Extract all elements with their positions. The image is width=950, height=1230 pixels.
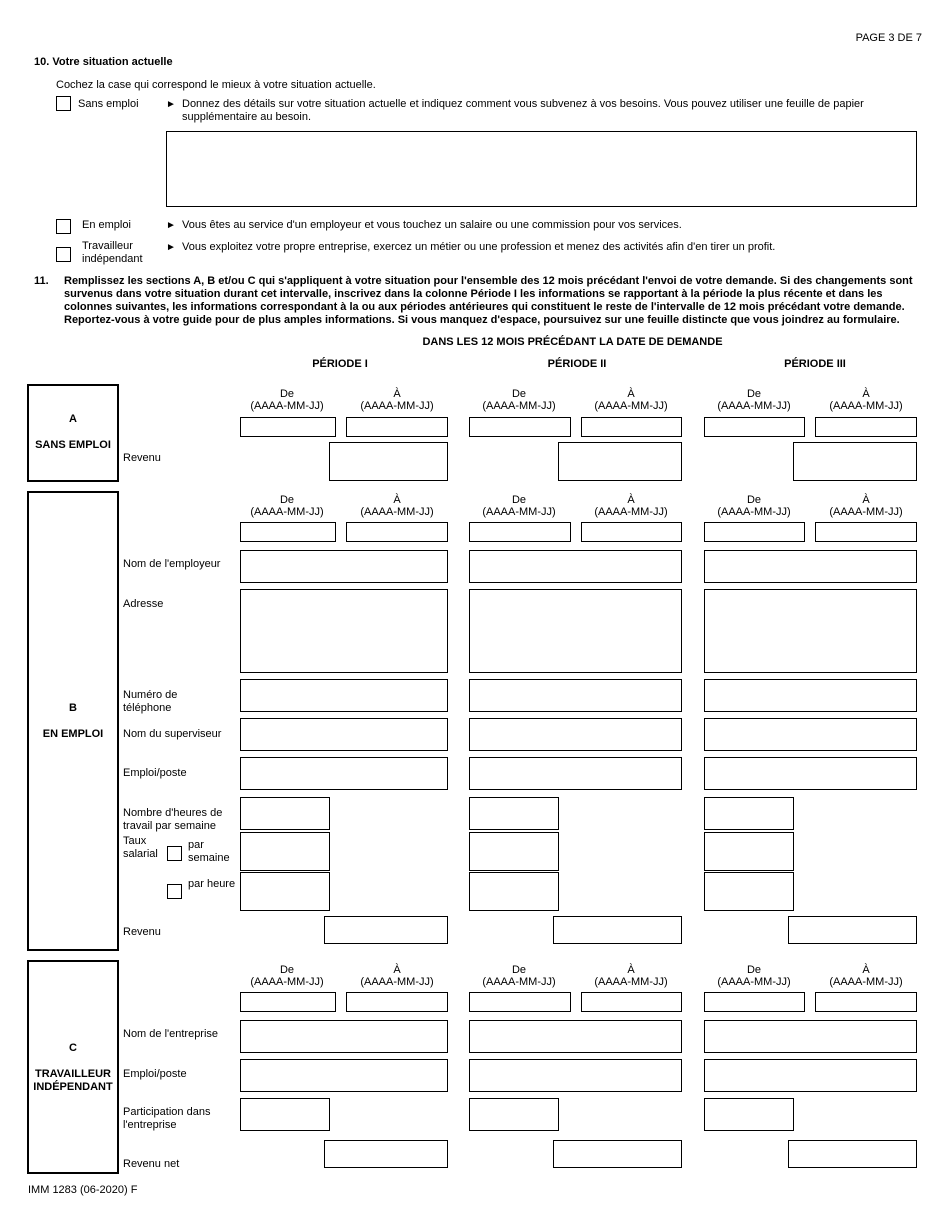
c-p3-to-input[interactable] xyxy=(815,992,917,1012)
date-to-label: À xyxy=(862,964,870,976)
b-p2-to-input[interactable] xyxy=(581,522,682,542)
b-p1-hours-input[interactable] xyxy=(240,797,330,830)
date-to-label: À xyxy=(393,494,401,506)
label-share: Participation dans l'entreprise xyxy=(123,1106,211,1131)
date-to-header xyxy=(581,964,681,988)
date-from-header xyxy=(469,494,569,518)
arrow-icon: ► xyxy=(166,220,176,231)
a-p2-from-input[interactable] xyxy=(469,417,571,437)
c-p3-from-input[interactable] xyxy=(704,992,805,1012)
label-per-week: par semaine xyxy=(188,839,230,864)
b-p2-address-input[interactable] xyxy=(469,589,682,673)
b-p2-revenu-input[interactable] xyxy=(553,916,682,944)
date-from-header xyxy=(704,964,804,988)
b-p3-wage-hour-input[interactable] xyxy=(704,872,794,911)
period-2-header: PÉRIODE II xyxy=(547,358,607,370)
b-p3-employer-input[interactable] xyxy=(704,550,917,583)
b-p3-hours-input[interactable] xyxy=(704,797,794,830)
checkbox-per-week[interactable] xyxy=(167,846,182,861)
date-to-header xyxy=(581,494,681,518)
date-to-label: À xyxy=(393,388,401,400)
q10-title: 10. Votre situation actuelle xyxy=(34,56,173,68)
date-from-label: De xyxy=(511,964,527,976)
date-to-header xyxy=(816,494,916,518)
arrow-icon: ► xyxy=(166,242,176,253)
option-text-travailleur-independant: Vous exploitez votre propre entreprise, exercez un métier ou une profession et menez des activités afin d'en tirer un profit. xyxy=(182,241,776,253)
b-p1-wage-hour-input[interactable] xyxy=(240,872,330,911)
option-text-sans-emploi: Donnez des détails sur votre situation actuelle et indiquez comment vous subvenez à vos besoins. Vous pouvez utiliser une feuille de papier supplémentaire au besoin. xyxy=(182,98,864,123)
date-format-label: (AAAA-MM-JJ) xyxy=(717,976,791,988)
date-from-label: De xyxy=(746,388,762,400)
c-p2-from-input[interactable] xyxy=(469,992,571,1012)
date-from-header xyxy=(704,388,804,412)
c-p1-from-input[interactable] xyxy=(240,992,336,1012)
c-p3-job-input[interactable] xyxy=(704,1059,917,1092)
date-from-label: De xyxy=(511,388,527,400)
option-text-en-emploi: Vous êtes au service d'un employeur et vous touchez un salaire ou une commission pour vos services. xyxy=(182,219,682,231)
date-format-label: (AAAA-MM-JJ) xyxy=(717,506,791,518)
date-format-label: (AAAA-MM-JJ) xyxy=(250,506,324,518)
date-format-label: (AAAA-MM-JJ) xyxy=(250,976,324,988)
section-a-letter: A xyxy=(69,413,77,425)
date-to-label: À xyxy=(627,964,635,976)
date-to-header xyxy=(347,964,447,988)
section-a-name: SANS EMPLOI xyxy=(35,439,111,451)
date-from-label: De xyxy=(511,494,527,506)
c-p3-business-input[interactable] xyxy=(704,1020,917,1053)
section-b-name: EN EMPLOI xyxy=(42,728,104,740)
option-label-sans-emploi: Sans emploi xyxy=(78,98,139,110)
b-p2-hours-input[interactable] xyxy=(469,797,559,830)
label-net: Revenu net xyxy=(123,1158,180,1170)
period-3-header: PÉRIODE III xyxy=(784,358,846,370)
label-employer: Nom de l'employeur xyxy=(123,558,221,570)
c-p1-business-input[interactable] xyxy=(240,1020,448,1053)
date-format-label: (AAAA-MM-JJ) xyxy=(250,400,324,412)
page-number: PAGE 3 DE 7 xyxy=(855,32,922,44)
date-to-header xyxy=(347,494,447,518)
date-to-label: À xyxy=(627,494,635,506)
date-format-label: (AAAA-MM-JJ) xyxy=(594,400,668,412)
section-b-label xyxy=(27,491,119,951)
date-format-label: (AAAA-MM-JJ) xyxy=(717,400,791,412)
date-to-label: À xyxy=(627,388,635,400)
b-p2-phone-input[interactable] xyxy=(469,679,682,712)
b-p3-supervisor-input[interactable] xyxy=(704,718,917,751)
b-p2-job-input[interactable] xyxy=(469,757,682,790)
date-from-header xyxy=(704,494,804,518)
b-p3-phone-input[interactable] xyxy=(704,679,917,712)
c-p1-net-input[interactable] xyxy=(324,1140,448,1168)
arrow-icon: ► xyxy=(166,99,176,110)
date-from-header xyxy=(469,964,569,988)
label-business: Nom de l'entreprise xyxy=(123,1028,219,1040)
b-p2-from-input[interactable] xyxy=(469,522,571,542)
c-p2-job-input[interactable] xyxy=(469,1059,682,1092)
label-job-c: Emploi/poste xyxy=(123,1068,187,1080)
c-p2-business-input[interactable] xyxy=(469,1020,682,1053)
section-b-letter: B xyxy=(69,702,77,714)
date-to-header xyxy=(816,964,916,988)
date-from-label: De xyxy=(279,494,295,506)
option-label-travailleur-independant: Travailleur indépendant xyxy=(82,240,143,265)
a-p3-from-input[interactable] xyxy=(704,417,805,437)
a-p1-from-input[interactable] xyxy=(240,417,336,437)
label-address: Adresse xyxy=(123,598,164,610)
a-p3-revenu-input[interactable] xyxy=(793,442,917,481)
q11-text: Remplissez les sections A, B et/ou C qui s'appliquent à votre situation pour l'ensemble des 12 mois précédant l'envoi de votre demande. Si des changements sont survenus dans votre situation durant cet intervalle, inscrivez dans la colonne Période I les informations se rapportant à la période la plus récente et dans les colonnes suivantes, les informations correspondant à la ou aux périodes antérieures qui constituent le reste de l'intervalle de 12 mois précédant votre demande. Reportez-vous à votre guide pour de plus amples informations. Si vous manquez d'espace, poursuivez sur une feuille distincte que vous joindrez au formulaire. xyxy=(64,275,913,326)
label-phone: Numéro de téléphone xyxy=(123,689,178,714)
date-from-label: De xyxy=(279,964,295,976)
c-p2-share-input[interactable] xyxy=(469,1098,559,1131)
period-1-header: PÉRIODE I xyxy=(312,358,368,370)
label-revenu-a: Revenu xyxy=(123,452,161,464)
a-p2-revenu-input[interactable] xyxy=(558,442,682,481)
b-p1-address-input[interactable] xyxy=(240,589,448,673)
b-p3-address-input[interactable] xyxy=(704,589,917,673)
b-p3-revenu-input[interactable] xyxy=(788,916,917,944)
checkbox-travailleur-independant[interactable] xyxy=(56,247,71,262)
form-code: IMM 1283 (06-2020) F xyxy=(28,1184,138,1196)
c-p1-to-input[interactable] xyxy=(346,992,448,1012)
b-p1-employer-input[interactable] xyxy=(240,550,448,583)
date-from-header xyxy=(237,964,337,988)
b-p1-to-input[interactable] xyxy=(346,522,448,542)
checkbox-sans-emploi[interactable] xyxy=(56,96,71,111)
details-textarea[interactable] xyxy=(166,131,917,207)
label-supervisor: Nom du superviseur xyxy=(123,728,222,740)
b-p1-wage-week-input[interactable] xyxy=(240,832,330,871)
label-revenu-b: Revenu xyxy=(123,926,161,938)
date-format-label: (AAAA-MM-JJ) xyxy=(482,400,556,412)
date-from-label: De xyxy=(746,494,762,506)
b-p1-job-input[interactable] xyxy=(240,757,448,790)
q11-number: 11. xyxy=(34,275,49,287)
a-p1-revenu-input[interactable] xyxy=(329,442,448,481)
table-heading: DANS LES 12 MOIS PRÉCÉDANT LA DATE DE DEMANDE xyxy=(422,336,723,348)
date-format-label: (AAAA-MM-JJ) xyxy=(829,506,903,518)
date-format-label: (AAAA-MM-JJ) xyxy=(360,400,434,412)
date-to-label: À xyxy=(393,964,401,976)
c-p1-share-input[interactable] xyxy=(240,1098,330,1131)
date-to-header xyxy=(347,388,447,412)
section-a-label xyxy=(27,384,119,482)
date-to-header xyxy=(581,388,681,412)
b-p2-wage-week-input[interactable] xyxy=(469,832,559,871)
a-p3-to-input[interactable] xyxy=(815,417,917,437)
section-c-letter: C xyxy=(69,1042,77,1054)
b-p1-from-input[interactable] xyxy=(240,522,336,542)
date-format-label: (AAAA-MM-JJ) xyxy=(594,506,668,518)
label-per-hour: par heure xyxy=(188,878,236,890)
date-format-label: (AAAA-MM-JJ) xyxy=(829,976,903,988)
date-format-label: (AAAA-MM-JJ) xyxy=(360,976,434,988)
date-format-label: (AAAA-MM-JJ) xyxy=(360,506,434,518)
checkbox-per-hour[interactable] xyxy=(167,884,182,899)
b-p2-wage-hour-input[interactable] xyxy=(469,872,559,911)
c-p3-net-input[interactable] xyxy=(788,1140,917,1168)
b-p3-wage-week-input[interactable] xyxy=(704,832,794,871)
date-to-header xyxy=(816,388,916,412)
c-p1-job-input[interactable] xyxy=(240,1059,448,1092)
b-p3-from-input[interactable] xyxy=(704,522,805,542)
a-p2-to-input[interactable] xyxy=(581,417,682,437)
label-job-b: Emploi/poste xyxy=(123,767,187,779)
b-p1-supervisor-input[interactable] xyxy=(240,718,448,751)
date-from-label: De xyxy=(746,964,762,976)
date-format-label: (AAAA-MM-JJ) xyxy=(594,976,668,988)
section-c-name: TRAVAILLEUR INDÉPENDANT xyxy=(33,1068,113,1093)
date-to-label: À xyxy=(862,388,870,400)
c-p2-to-input[interactable] xyxy=(581,992,682,1012)
section-a-area xyxy=(117,384,118,482)
checkbox-en-emploi[interactable] xyxy=(56,219,71,234)
date-format-label: (AAAA-MM-JJ) xyxy=(482,506,556,518)
b-p2-employer-input[interactable] xyxy=(469,550,682,583)
section-c-label xyxy=(27,960,119,1174)
label-wage: Taux salarial xyxy=(123,835,158,860)
b-p1-revenu-input[interactable] xyxy=(324,916,448,944)
b-p3-to-input[interactable] xyxy=(815,522,917,542)
date-from-header xyxy=(469,388,569,412)
date-from-header xyxy=(237,388,337,412)
label-hours: Nombre d'heures de travail par semaine xyxy=(123,807,223,832)
date-to-label: À xyxy=(862,494,870,506)
date-from-header xyxy=(237,494,337,518)
c-p3-share-input[interactable] xyxy=(704,1098,794,1131)
a-p1-to-input[interactable] xyxy=(346,417,448,437)
c-p2-net-input[interactable] xyxy=(553,1140,682,1168)
option-label-en-emploi: En emploi xyxy=(82,219,131,231)
date-from-label: De xyxy=(279,388,295,400)
b-p1-phone-input[interactable] xyxy=(240,679,448,712)
date-format-label: (AAAA-MM-JJ) xyxy=(829,400,903,412)
b-p3-job-input[interactable] xyxy=(704,757,917,790)
b-p2-supervisor-input[interactable] xyxy=(469,718,682,751)
q10-instruction: Cochez la case qui correspond le mieux à votre situation actuelle. xyxy=(56,79,376,91)
date-format-label: (AAAA-MM-JJ) xyxy=(482,976,556,988)
